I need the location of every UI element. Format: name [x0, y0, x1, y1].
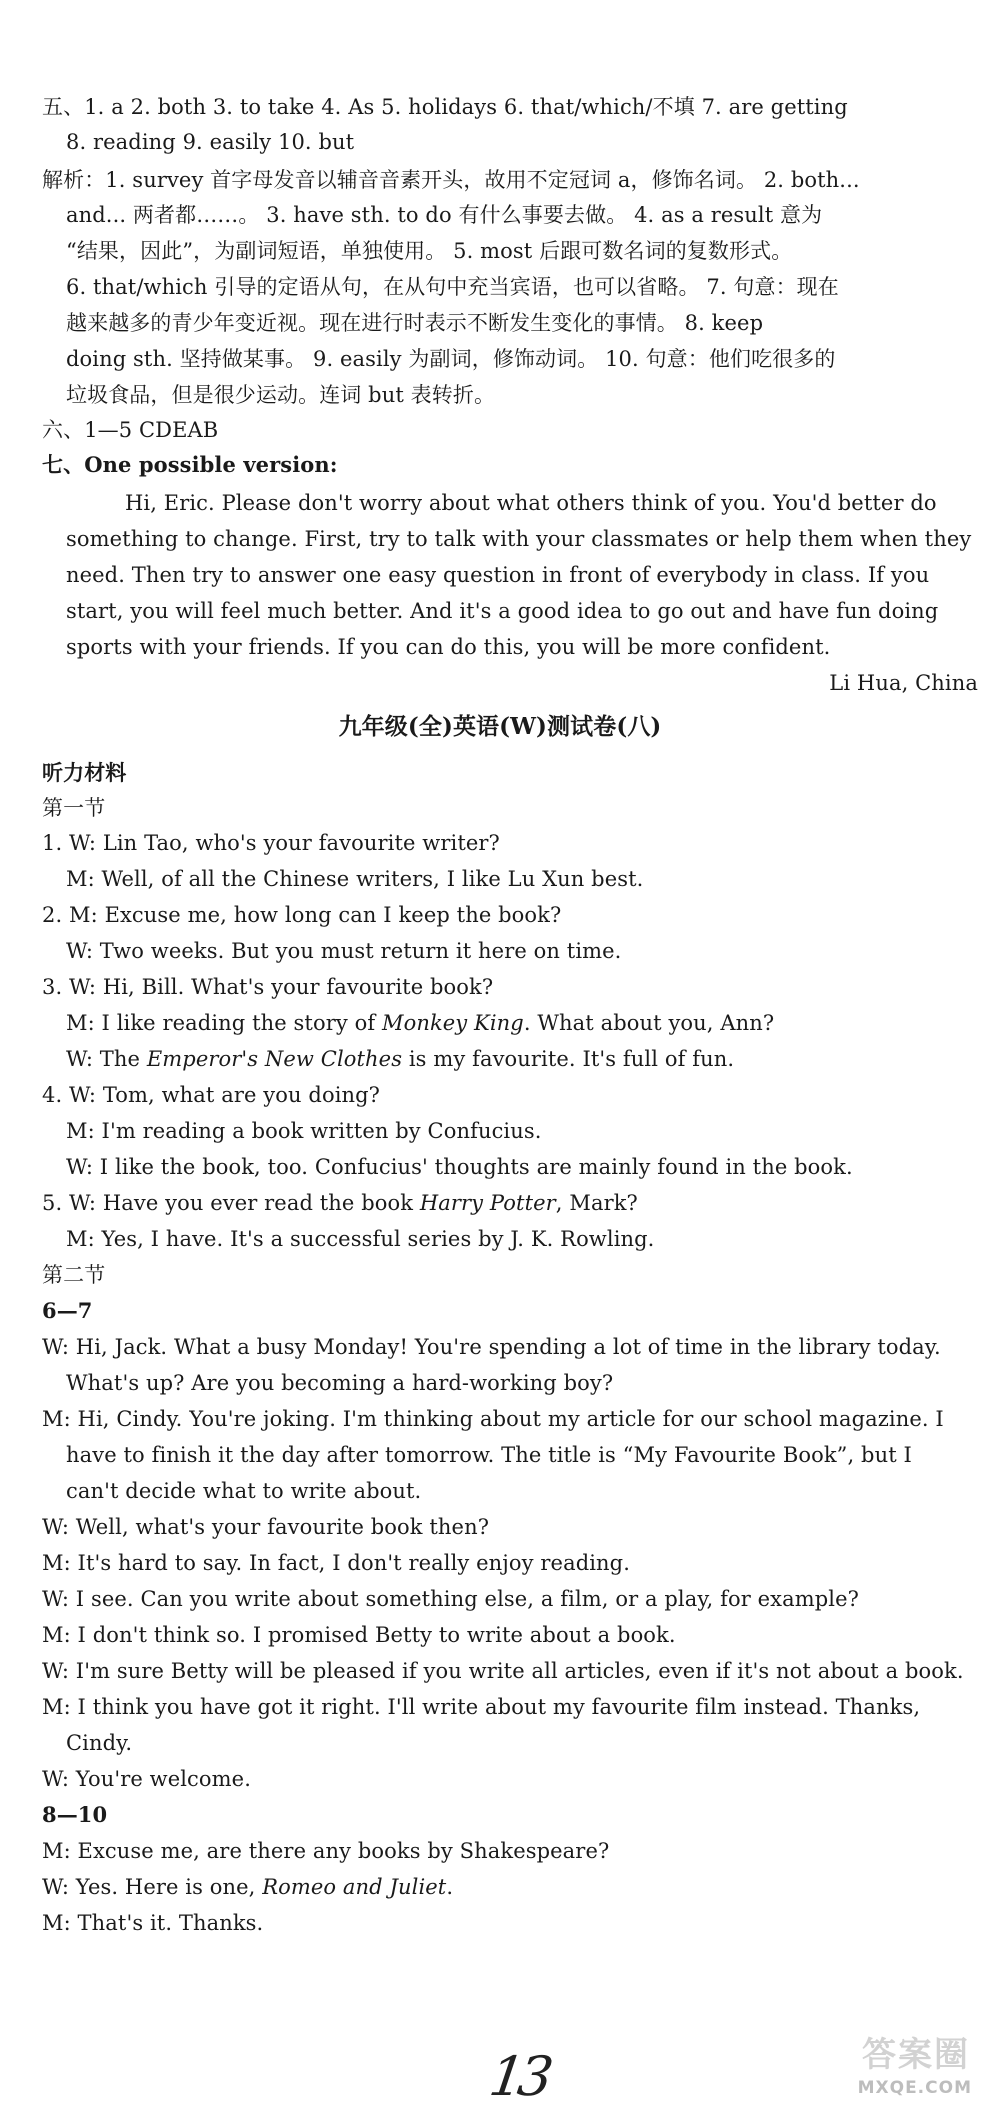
- text-line: Li Hua, China: [829, 671, 978, 695]
- italic-title: Harry Potter: [419, 1191, 556, 1215]
- text-line: 五、1. a 2. both 3. to take 4. As 5. holidays 6. that/which/不填 7. are getting: [42, 95, 848, 119]
- text-line: M: I don't think so. I promised Betty to write about a book.: [42, 1623, 676, 1647]
- italic-title: Romeo and Juliet: [262, 1875, 447, 1899]
- text-line: M: I'm reading a book written by Confucius.: [66, 1119, 542, 1143]
- handwritten-page-number: 13: [485, 2045, 552, 2108]
- text-line: can't decide what to write about.: [66, 1479, 422, 1503]
- text-line: M: I think you have got it right. I'll write about my favourite film instead. Thanks,: [42, 1695, 921, 1719]
- text-line: W: I see. Can you write about something else, a film, or a play, for example?: [42, 1587, 859, 1611]
- text-line: W: Hi, Jack. What a busy Monday! You're spending a lot of time in the library today.: [42, 1335, 941, 1359]
- text-line: start, you will feel much better. And it's a good idea to go out and have fun doing: [66, 599, 939, 623]
- text-line: “结果，因此”，为副词短语，单独使用。 5. most 后跟可数名词的复数形式。: [66, 239, 793, 263]
- text-line: 九年级(全)英语(W)测试卷(八): [338, 713, 662, 740]
- text-line: 8—10: [42, 1802, 108, 1827]
- text-line: W: Yes. Here is one, Romeo and Juliet.: [42, 1875, 454, 1899]
- text-line: M: I like reading the story of Monkey King. What about you, Ann?: [66, 1011, 775, 1035]
- italic-title: Monkey King: [381, 1011, 524, 1035]
- text-line: doing sth. 坚持做某事。 9. easily 为副词，修饰动词。 10. 句意：他们吃很多的: [66, 347, 836, 371]
- text-line: 解析：1. survey 首字母发音以辅音音素开头，故用不定冠词 a，修饰名词。 2. both...: [42, 168, 860, 192]
- watermark: [788, 2035, 988, 2110]
- text-line: and... 两者都……。 3. have sth. to do 有什么事要去做。 4. as a result 意为: [66, 203, 823, 227]
- text-line: 4. W: Tom, what are you doing?: [42, 1083, 381, 1107]
- watermark-logo-text: 答案圈: [862, 2035, 970, 2075]
- italic-title: Emperor's New Clothes: [146, 1047, 403, 1071]
- text-line: What's up? Are you becoming a hard-working boy?: [66, 1371, 614, 1395]
- text-line: M: That's it. Thanks.: [42, 1911, 264, 1935]
- text-line: 8. reading 9. easily 10. but: [66, 130, 355, 154]
- text-line: 六、1—5 CDEAB: [42, 418, 219, 442]
- text-line: 2. M: Excuse me, how long can I keep the book?: [42, 903, 562, 927]
- text-line: 3. W: Hi, Bill. What's your favourite book?: [42, 975, 494, 999]
- text-line: 听力材料: [42, 760, 127, 785]
- text-line: W: Two weeks. But you must return it here on time.: [66, 939, 622, 963]
- text-line: M: It's hard to say. In fact, I don't really enjoy reading.: [42, 1551, 630, 1575]
- text-line: 1. W: Lin Tao, who's your favourite writer?: [42, 831, 500, 855]
- text-line: M: Well, of all the Chinese writers, I like Lu Xun best.: [66, 867, 644, 891]
- text-line: something to change. First, try to talk with your classmates or help them when they: [66, 527, 972, 551]
- text-line: M: Excuse me, are there any books by Shakespeare?: [42, 1839, 610, 1863]
- text-line: 6—7: [42, 1298, 93, 1323]
- text-line: 七、One possible version:: [42, 452, 338, 477]
- watermark-url: MXQE.COM: [857, 2078, 972, 2098]
- text-line: have to finish it the day after tomorrow. The title is “My Favourite Book”, but I: [66, 1443, 912, 1467]
- text-line: sports with your friends. If you can do this, you will be more confident.: [66, 635, 831, 659]
- text-line: M: Hi, Cindy. You're joking. I'm thinking about my article for our school magazine. I: [42, 1407, 944, 1431]
- text-line: M: Yes, I have. It's a successful series by J. K. Rowling.: [66, 1227, 655, 1251]
- text-line: 5. W: Have you ever read the book Harry Potter, Mark?: [42, 1191, 638, 1215]
- text-line: W: Well, what's your favourite book then?: [42, 1515, 490, 1539]
- text-line: Cindy.: [66, 1731, 133, 1755]
- text-line: 第二节: [42, 1263, 106, 1287]
- text-line: 6. that/which 引导的定语从句，在从句中充当宾语，也可以省略。 7. 句意：现在: [66, 275, 839, 299]
- text-line: W: I like the book, too. Confucius' thoughts are mainly found in the book.: [66, 1155, 853, 1179]
- text-line: W: I'm sure Betty will be pleased if you write all articles, even if it's not about a book.: [42, 1659, 964, 1683]
- text-line: W: The Emperor's New Clothes is my favourite. It's full of fun.: [66, 1047, 735, 1071]
- text-line: W: You're welcome.: [42, 1767, 251, 1791]
- text-line: 越来越多的青少年变近视。现在进行时表示不断发生变化的事情。 8. keep: [66, 311, 764, 335]
- text-line: 第一节: [42, 796, 106, 820]
- text-line: Hi, Eric. Please don't worry about what others think of you. You'd better do: [125, 491, 937, 515]
- text-line: 垃圾食品，但是很少运动。连词 but 表转折。: [66, 383, 496, 407]
- text-line: need. Then try to answer one easy question in front of everybody in class. If you: [66, 563, 930, 587]
